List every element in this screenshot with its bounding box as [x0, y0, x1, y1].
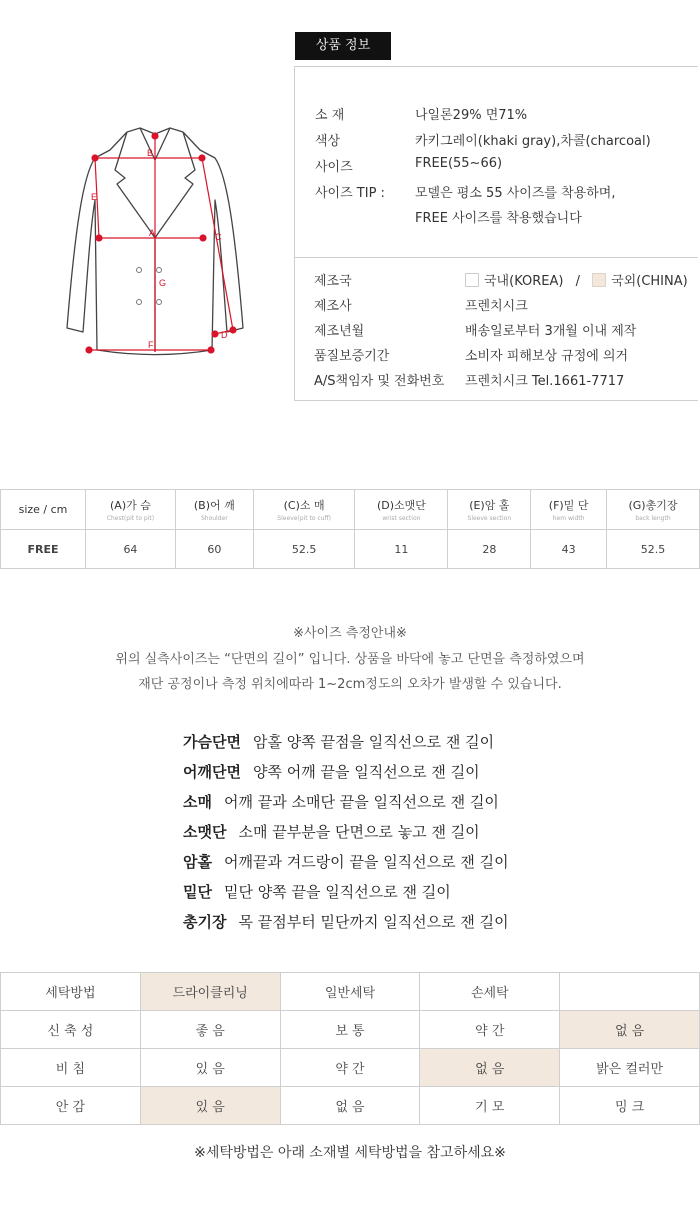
size-table	[0, 489, 700, 569]
wash-cell: 없 음	[280, 1087, 420, 1125]
maker-value: 프렌치시크	[465, 299, 528, 314]
as-contact-label: A/S책임자 및 전화번호	[314, 374, 445, 389]
wash-cell: 기 모	[420, 1087, 560, 1125]
size-header-g: (G)총기장 back length	[606, 490, 699, 530]
wash-cell: 세탁방법	[1, 973, 141, 1011]
size-value-e: 28	[448, 530, 531, 569]
material-value: 나일론29% 면71%	[415, 108, 528, 123]
size-value-d: 11	[355, 530, 448, 569]
size-value-a: 64	[86, 530, 176, 569]
table-row	[1, 1011, 700, 1049]
size-value: FREE(55~66)	[415, 156, 503, 171]
definition-chest: 가슴단면 암홀 양쪽 끝점을 일직선으로 잰 길이	[183, 733, 495, 751]
label-c: C	[215, 232, 222, 242]
jacket-measurement-diagram	[55, 120, 255, 365]
wash-cell: 일반세탁	[280, 973, 420, 1011]
definition-wrist: 소맷단 소매 끝부분을 단면으로 놓고 잰 길이	[183, 823, 480, 841]
size-value-b: 60	[175, 530, 253, 569]
size-value-c: 52.5	[253, 530, 355, 569]
table-row	[1, 530, 700, 569]
as-contact-value: 프렌치시크 Tel.1661-7717	[465, 374, 625, 389]
label-e: E	[91, 192, 98, 202]
label-b: B	[147, 148, 154, 158]
wash-cell: 좋 음	[140, 1011, 280, 1049]
wash-cell: 약 간	[420, 1011, 560, 1049]
size-header-d: (D)소맷단 wrist section	[355, 490, 448, 530]
wash-table	[0, 972, 700, 1125]
size-table-header	[1, 490, 700, 530]
wash-cell: 드라이클리닝	[140, 973, 280, 1011]
size-header-c: (C)소 매 Sleeve(pit to cuff)	[253, 490, 355, 530]
wash-cell: 손세탁	[420, 973, 560, 1011]
date-label: 제조년월	[314, 324, 365, 339]
wash-cell: 없 음	[420, 1049, 560, 1087]
korea-checkbox	[465, 273, 479, 287]
measure-notice-title: ※사이즈 측정안내※	[293, 626, 407, 641]
china-checkbox	[592, 273, 606, 287]
wash-cell: 약 간	[280, 1049, 420, 1087]
wash-cell: 보 통	[280, 1011, 420, 1049]
size-header-f: (F)밑 단 hem width	[531, 490, 607, 530]
label-d: D	[221, 330, 228, 340]
size-header-a: (A)가 슴 Chest(pit to pit)	[86, 490, 176, 530]
definition-armhole: 암홀 어깨끝과 겨드랑이 끝을 일직선으로 잰 길이	[183, 853, 509, 871]
size-header-b: (B)어 깨 Shoulder	[175, 490, 253, 530]
definition-shoulder: 어깨단면 양쪽 어깨 끝을 일직선으로 잰 길이	[183, 763, 480, 781]
maker-label: 제조사	[314, 299, 352, 314]
size-row-label: FREE	[1, 530, 86, 569]
origin-china: 국외(CHINA)	[611, 274, 688, 289]
date-value: 배송일로부터 3개월 이내 제작	[465, 324, 637, 339]
product-info-title: 상품 정보	[295, 32, 391, 60]
wash-cell	[560, 973, 700, 1011]
wash-cell: 밍 크	[560, 1087, 700, 1125]
wash-cell: 있 음	[140, 1049, 280, 1087]
product-info-box	[294, 66, 698, 258]
size-value-g: 52.5	[606, 530, 699, 569]
definition-sleeve: 소매 어깨 끝과 소매단 끝을 일직선으로 잰 길이	[183, 793, 499, 811]
table-row	[1, 1087, 700, 1125]
measure-notice-line-1: 위의 실측사이즈는 “단면의 길이” 입니다. 상품을 바닥에 놓고 단면을 측정하였으며	[115, 652, 585, 667]
wash-cell: 없 음	[560, 1011, 700, 1049]
wash-cell: 밝은 컬러만	[560, 1049, 700, 1087]
definition-length: 총기장 목 끝점부터 밑단까지 일직선으로 잰 길이	[183, 913, 509, 931]
label-f: F	[148, 340, 154, 350]
size-label: 사이즈	[315, 160, 353, 175]
wash-note: ※세탁방법은 아래 소재별 세탁방법을 참고하세요※	[194, 1145, 506, 1161]
warranty-label: 품질보증기간	[314, 349, 390, 364]
size-value-f: 43	[531, 530, 607, 569]
wash-cell: 비 침	[1, 1049, 141, 1087]
size-tip-value-2: FREE 사이즈를 착용했습니다	[415, 211, 582, 226]
wash-cell: 신 축 성	[1, 1011, 141, 1049]
color-value: 카키그레이(khaki gray),차콜(charcoal)	[415, 134, 651, 149]
origin-separator: /	[575, 274, 580, 289]
size-header-e: (E)암 홀 Sleeve section	[448, 490, 531, 530]
label-g: G	[159, 278, 167, 288]
origin-korea: 국내(KOREA)	[484, 274, 564, 289]
size-table-corner: size / cm	[1, 490, 86, 530]
warranty-value: 소비자 피해보상 규정에 의거	[465, 349, 629, 364]
definition-hem: 밑단 밑단 양쪽 끝을 일직선으로 잰 길이	[183, 883, 451, 901]
table-row	[1, 1049, 700, 1087]
measure-notice-line-2: 재단 공정이나 측정 위치에따라 1~2cm정도의 오차가 발생할 수 있습니다.	[138, 677, 562, 692]
size-tip-value-1: 모델은 평소 55 사이즈를 착용하며,	[415, 186, 616, 201]
label-a: A	[149, 228, 156, 238]
origin-label: 제조국	[314, 274, 352, 289]
origin-value	[465, 270, 688, 289]
material-label: 소 재	[315, 108, 345, 123]
manufacture-info-box	[294, 257, 698, 401]
table-row	[1, 973, 700, 1011]
wash-cell: 안 감	[1, 1087, 141, 1125]
color-label: 색상	[315, 134, 341, 149]
size-tip-label: 사이즈 TIP :	[315, 186, 385, 201]
wash-cell: 있 음	[140, 1087, 280, 1125]
